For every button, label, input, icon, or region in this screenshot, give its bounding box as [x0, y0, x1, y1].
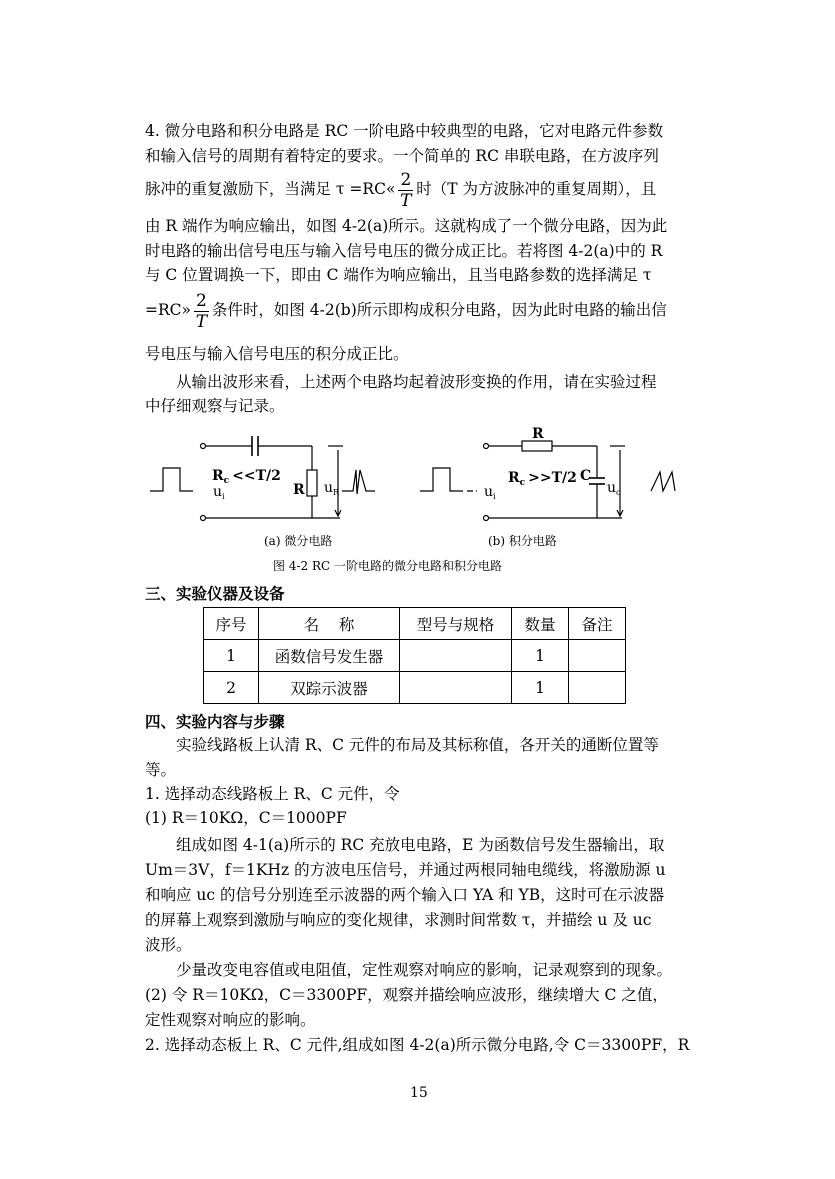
label-uc-sub: c [616, 488, 621, 497]
label-resistor: R [293, 482, 305, 498]
table-row [204, 640, 626, 672]
paragraph-line: 4. 微分电路和积分电路是 RC 一阶电路中较典型的电路，它对电路元件参数 [145, 122, 664, 140]
svg-text:ui [484, 484, 496, 501]
label-rc-sub: c [223, 476, 230, 486]
terminal-node [484, 444, 489, 449]
output-triangle-wave-b [651, 472, 675, 491]
table-cell: 1 [512, 640, 569, 672]
paragraph-line: 的屏幕上观察到激励与响应的变化规律，求测时间常数 τ，并描绘 u 及 uc [145, 911, 652, 929]
table-cell [569, 640, 626, 672]
paragraph-line: 定性观察对响应的影响。 [145, 1011, 316, 1029]
svg-text:ui [213, 484, 225, 501]
terminal-node [201, 444, 206, 449]
label-rc-sub: c [519, 478, 526, 488]
terminal-node [484, 516, 489, 521]
label-ui-sub: i [222, 492, 225, 501]
paragraph-line: (2) 令 R＝10KΩ，C＝3300PF，观察并描绘响应波形，继续增大 C 之值， [145, 986, 668, 1004]
table-header-cell: 序号 [204, 608, 259, 640]
subfigure-label-b: (b) 积分电路 [488, 534, 557, 548]
paragraph-line: Um＝3V，f＝1KHz 的方波电压信号，并通过两根同轴电缆线，将激励源 u [145, 861, 666, 879]
paragraph-line: 与 C 位置调换一下，即由 C 端作为响应输出，且当电路参数的选择满足 τ [145, 266, 652, 284]
table-cell: 函数信号发生器 [259, 640, 400, 672]
resistor-b [522, 441, 552, 451]
page-number: 15 [410, 1085, 428, 1101]
circuit-figure [0, 420, 835, 575]
table-header-cell: 名 称 [259, 608, 400, 640]
table-cell: 双踪示波器 [259, 672, 400, 704]
svg-text:Rc>>T/2 [508, 470, 577, 488]
terminal-node [201, 516, 206, 521]
fraction-denominator: T [400, 190, 412, 211]
figure-caption: 图 4-2 RC 一阶电路的微分电路和积分电路 [273, 559, 502, 573]
label-ui-sub: i [493, 492, 496, 501]
label-capacitor: C [580, 468, 592, 484]
fraction [398, 170, 413, 211]
equipment-table [203, 607, 626, 704]
table-header-cell: 备注 [569, 608, 626, 640]
label-ui: u [484, 484, 494, 500]
paragraph-line: 2. 选择动态板上 R、C 元件,组成如图 4-2(a)所示微分电路,令 C＝3300PF，R [145, 1036, 690, 1054]
paragraph-line: 实验线路板上认清 R、C 元件的布局及其标称值，各开关的通断位置等 [176, 736, 659, 754]
paragraph-line: 中仔细观察与记录。 [145, 397, 285, 415]
subfigure-label-a: (a) 微分电路 [264, 534, 333, 548]
table-cell: 2 [204, 672, 259, 704]
paragraph-line: 等。 [145, 761, 177, 779]
paragraph-line: 从输出波形来看，上述两个电路均起着波形变换的作用，请在实验过程 [176, 373, 657, 391]
paragraph-line: 由 R 端作为响应输出，如图 4-2(a)所示。这就构成了一个微分电路，因为此 [145, 217, 668, 235]
fraction-denominator: T [195, 311, 208, 332]
table-header-row [204, 608, 626, 640]
fraction-numerator: 2 [400, 169, 412, 190]
paragraph-line: 波形。 [145, 936, 192, 954]
paragraph-line: (1) R＝10KΩ，C＝1000PF [145, 809, 347, 827]
text-segment: =RC» [145, 301, 192, 319]
paragraph-line-with-fraction [145, 168, 693, 211]
resistor-a [307, 470, 317, 496]
label-ui: u [213, 484, 223, 500]
paragraph-line: 1. 选择动态线路板上 R、C 元件，令 [145, 785, 400, 803]
table-cell [569, 672, 626, 704]
text-segment: 时（T 为方波脉冲的重复周期），且 [416, 180, 657, 198]
table-cell [400, 672, 512, 704]
output-spike-wave-a [342, 470, 375, 494]
table-row [204, 672, 626, 704]
paragraph-line: 组成如图 4-1(a)所示的 RC 充放电电路，E 为函数信号发生器输出，取 [176, 836, 665, 854]
text-segment: 脉冲的重复激励下，当满足 τ =RC« [145, 180, 396, 198]
section-heading: 三、实验仪器及设备 [145, 584, 285, 603]
input-square-wave-a [150, 468, 193, 491]
label-rc: R [508, 470, 520, 486]
label-uc: u [607, 480, 617, 496]
paragraph-line-with-fraction [145, 289, 693, 332]
table-header-cell: 型号与规格 [400, 608, 512, 640]
table-cell: 1 [204, 640, 259, 672]
label-condition-a: <<T/2 [232, 468, 281, 484]
svg-text:Rc<<T/2 [212, 468, 281, 486]
paragraph-line: 和响应 uc 的信号分别连至示波器的两个输入口 YA 和 YB，这时可在示波器 [145, 886, 665, 904]
input-square-wave-b [420, 468, 463, 491]
label-ur-sub: R [333, 488, 340, 497]
fraction [194, 291, 209, 332]
fraction-numerator: 2 [196, 290, 207, 311]
table-cell [400, 640, 512, 672]
paragraph-line: 和输入信号的周期有着特定的要求。一个简单的 RC 串联电路，在方波序列 [145, 147, 659, 165]
table-header-cell: 数量 [512, 608, 569, 640]
label-rc: R [212, 468, 224, 484]
label-resistor: R [532, 426, 544, 442]
label-condition-b: >>T/2 [528, 470, 577, 486]
svg-text:uc [607, 480, 621, 497]
text-segment: 条件时，如图 4-2(b)所示即构成积分电路，因为此时电路的输出信 [211, 301, 667, 319]
table-cell: 1 [512, 672, 569, 704]
label-ur: u [324, 480, 334, 496]
section-heading: 四、实验内容与步骤 [145, 712, 285, 731]
paragraph-line: 时电路的输出信号电压与输入信号电压的微分成正比。若将图 4-2(a)中的 R [145, 242, 663, 260]
paragraph-line: 号电压与输入信号电压的积分成正比。 [145, 345, 409, 363]
paragraph-line: 少量改变电容值或电阻值，定性观察对响应的影响，记录观察到的现象。 [176, 961, 673, 979]
